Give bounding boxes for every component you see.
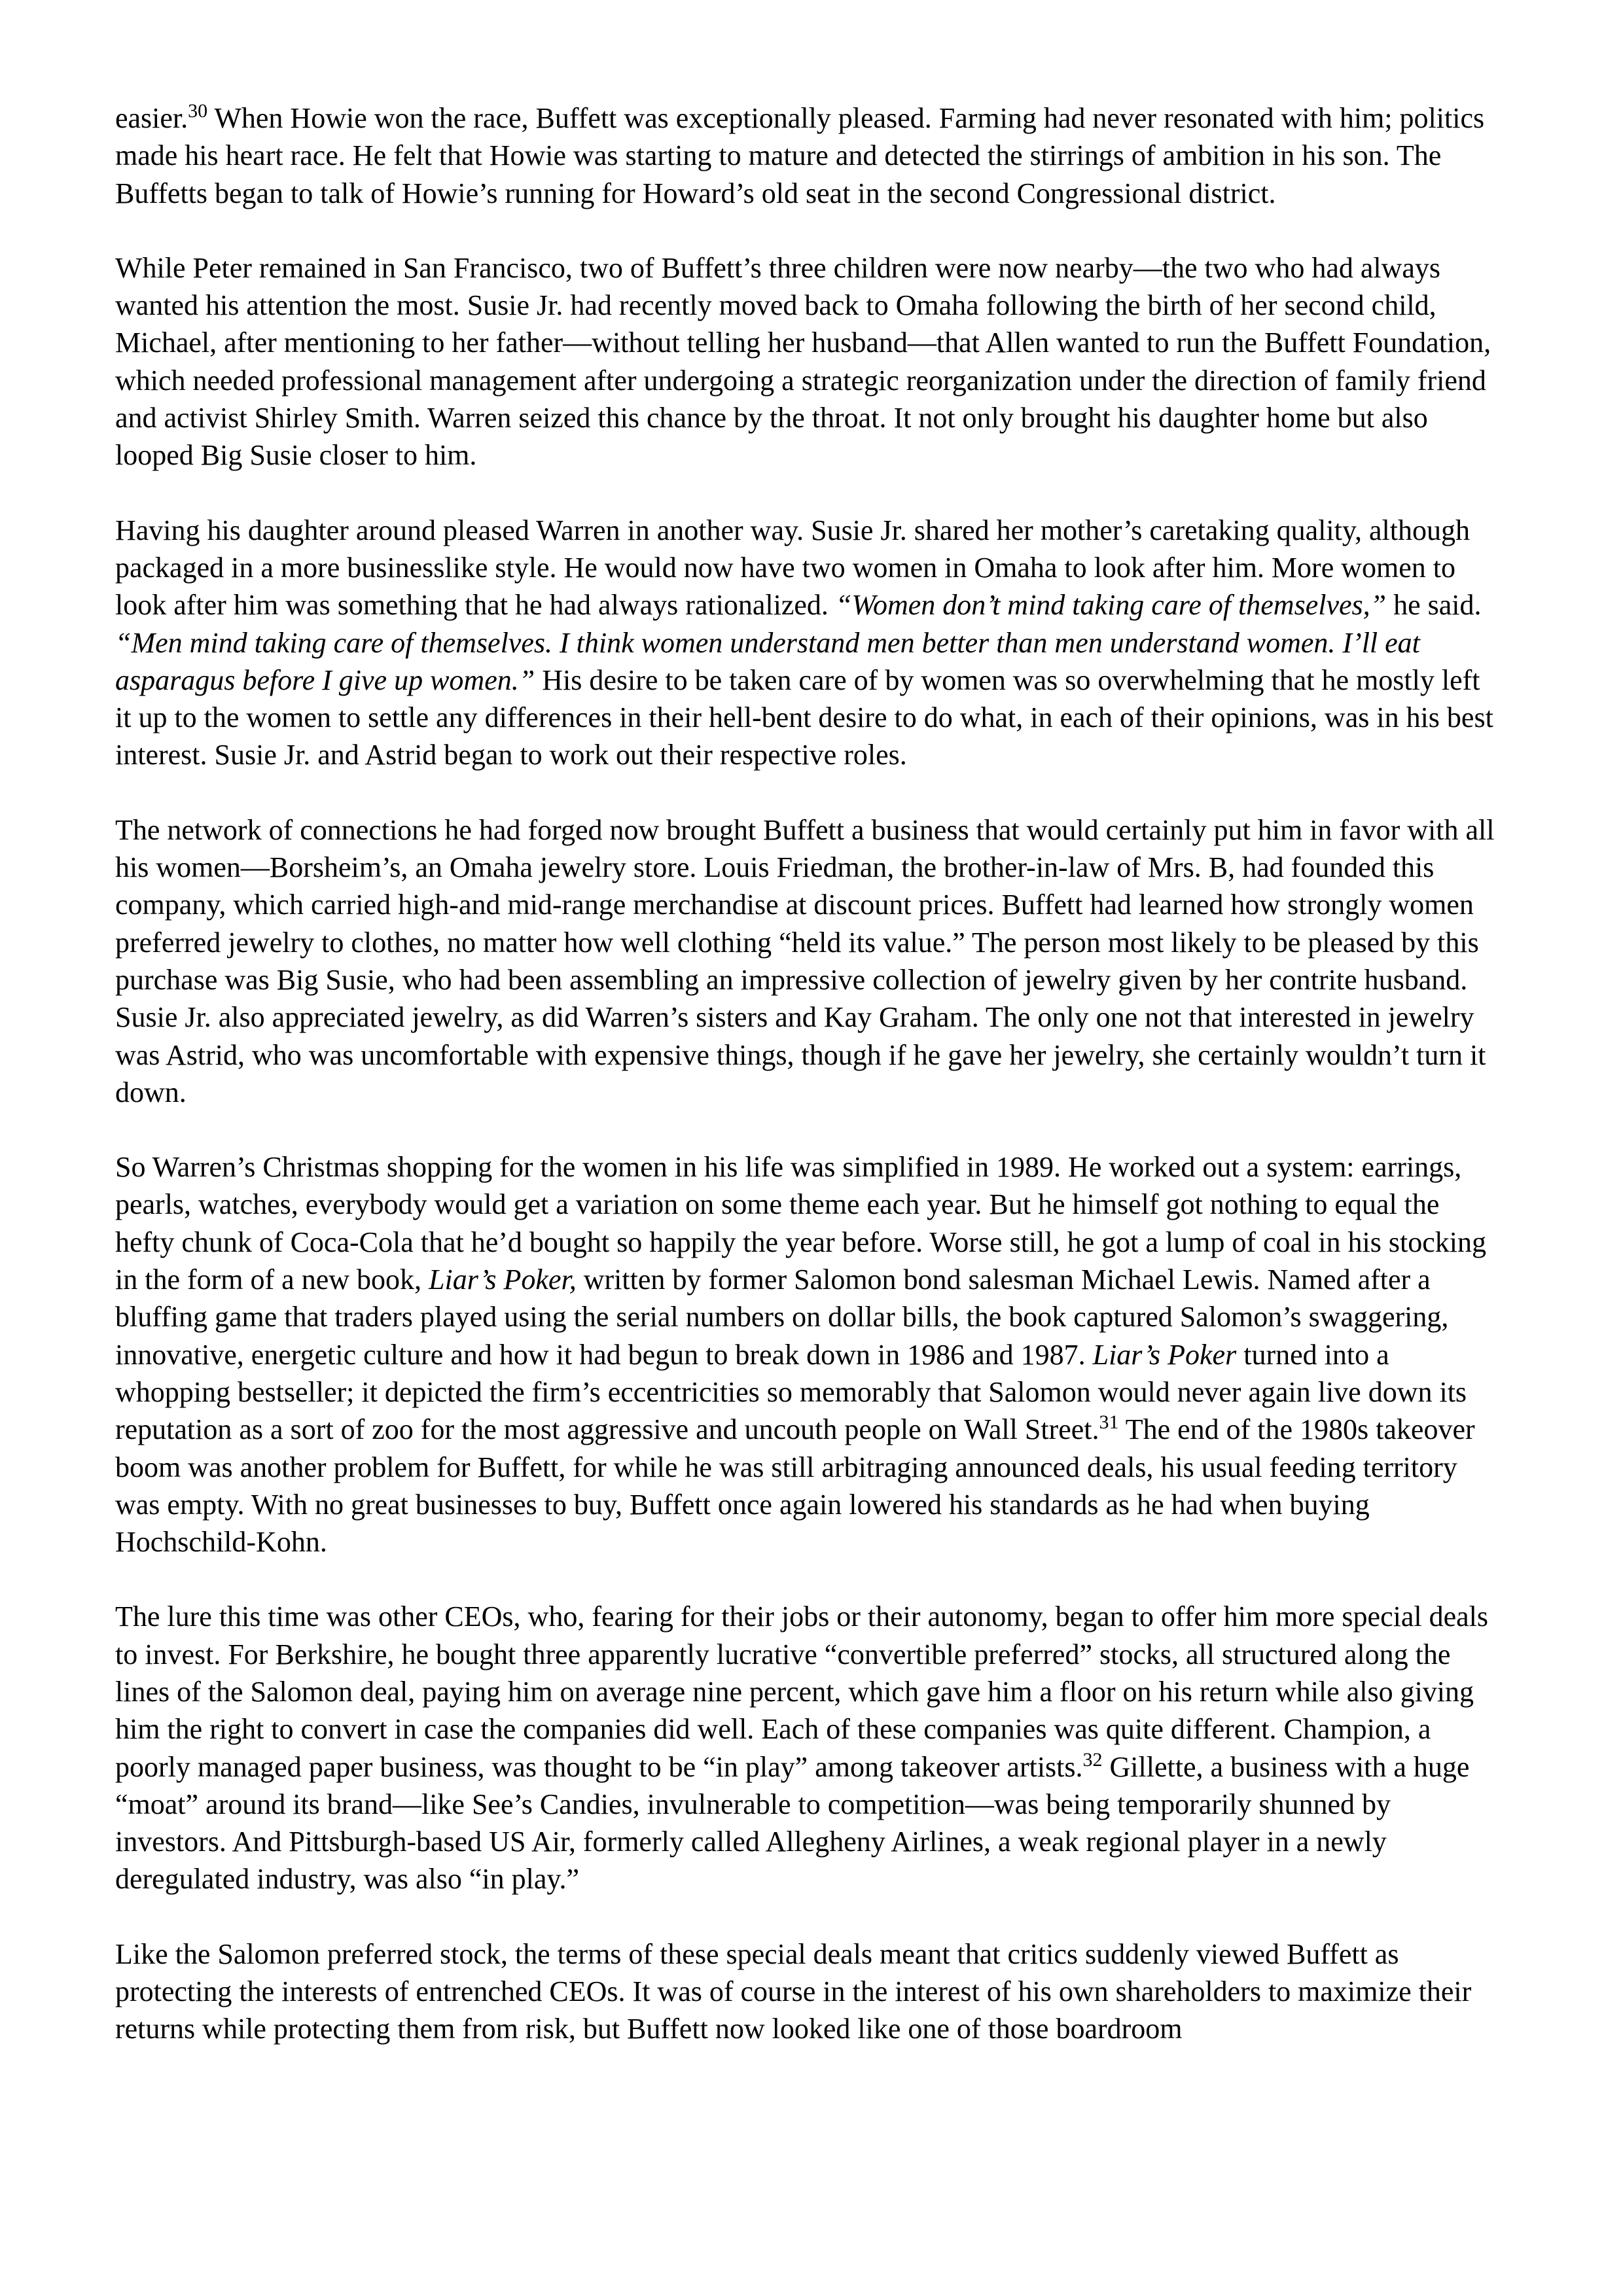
text-run: Like the Salomon preferred stock, the terms of these special deals meant that critics suddenly viewed Buffett as protecting the interests of entrenched CEOs. It was of course in the interest of his own shareholders to maximize their returns while protecting them from risk, but Buffett now looked like one of those boardroom: [115, 1937, 1472, 2045]
paragraph: [115, 811, 1496, 1111]
italic-text: “Women don’t mind taking care of themselves,”: [835, 589, 1387, 622]
paragraph: [115, 1148, 1496, 1561]
italic-text: Liar’s Poker,: [429, 1263, 577, 1296]
text-run: written by former Salomon bond salesman Michael Lewis. Named after a bluffing game that traders played using the serial numbers on dollar bills, the book captured Salomon’s swaggering, innovative, energetic culture and how it had begun to break down in 1986 and 1987.: [115, 1263, 1449, 1371]
text-run: So Warren’s Christmas shopping for the women in his life was simplified in 1989. He worked out a system: earrings, pearls, watches, everybody would get a variation on some theme each year. But he himself got nothing to equal the hefty chunk of Coca-Cola that he’d bought so happily the year before. Worse still, he got a lump of coal in his stocking in the form of a new book,: [115, 1151, 1486, 1296]
text-run: The lure this time was other CEOs, who, fearing for their jobs or their autonomy, began to offer him more special deals to invest. For Berkshire, he bought three apparently lucrative “convertible preferred” stocks, all structured along the lines of the Salomon deal, paying him on average nine percent, which gave him a floor on his return while also giving him the right to convert in case the companies did well. Each of these companies was quite different. Champion, a poorly managed paper business, was thought to be “in play” among takeover artists.: [115, 1600, 1488, 1783]
paragraph: [115, 249, 1496, 474]
footnote-marker: 30: [188, 100, 208, 122]
italic-text: Liar’s Poker: [1092, 1338, 1237, 1371]
paragraph: [115, 99, 1496, 212]
text-run: The network of connections he had forged now brought Buffett a business that would certainly put him in favor with all his women—Borsheim’s, an Omaha jewelry store. Louis Friedman, the brother-in-law of Mrs. B, had founded this company, which carried high-and mid-range merchandise at discount prices. Buffett had learned how strongly women preferred jewelry to clothes, no matter how well clothing “held its value.” The person most likely to be pleased by this purchase was Big Susie, who had been assembling an impressive collection of jewelry given by her contrite husband. Susie Jr. also appreciated jewelry, as did Warren’s sisters and Kay Graham. The only one not that interested in jewelry was Astrid, who was uncomfortable with expensive things, though if he gave her jewelry, she certainly wouldn’t turn it down.: [115, 813, 1495, 1108]
paragraph: [115, 1598, 1496, 1898]
italic-text: “Men mind taking care of themselves. I think women understand men better than men understand women. I’ll eat asparagus before I give up women.”: [115, 626, 1420, 696]
text-run: The end of the 1980s takeover boom was another problem for Buffett, for while he was still arbitraging announced deals, his usual feeding territory was empty. With no great businesses to buy, Buffett once again lowered his standards as he had when buying Hochschild-Kohn.: [115, 1413, 1475, 1559]
text-run: His desire to be taken care of by women was so overwhelming that he mostly left it up to the women to settle any differences in their hell-bent desire to do what, in each of their opinions, was in his best interest. Susie Jr. and Astrid began to work out their respective roles.: [115, 663, 1493, 771]
paragraph: [115, 512, 1496, 774]
text-run: Having his daughter around pleased Warren in another way. Susie Jr. shared her mother’s caretaking quality, although packaged in a more businesslike style. He would now have two women in Omaha to look after him. More women to look after him was something that he had always rationalized.: [115, 514, 1470, 622]
text-run: turned into a whopping bestseller; it depicted the firm’s eccentricities so memorably that Salomon would never again live down its reputation as a sort of zoo for the most aggressive and uncouth people on Wall Street.: [115, 1338, 1467, 1446]
paragraph: [115, 1935, 1496, 2048]
body-text: [115, 99, 1496, 2048]
text-run: While Peter remained in San Francisco, two of Buffett’s three children were now nearby—the two who had always wanted his attention the most. Susie Jr. had recently moved back to Omaha following the birth of her second child, Michael, after mentioning to her father—without telling her husband—that Allen wanted to run the Buffett Foundation, which needed professional management after undergoing a strategic reorganization under the direction of family friend and activist Shirley Smith. Warren seized this chance by the throat. It not only brought his daughter home but also looped Big Susie closer to him.: [115, 251, 1491, 472]
text-run: Gillette, a business with a huge “moat” around its brand—like See’s Candies, invulnerable to competition—was being temporarily shunned by investors. And Pittsburgh-based US Air, formerly called Allegheny Airlines, a weak regional player in a newly deregulated industry, was also “in play.”: [115, 1750, 1470, 1896]
text-run: easier.: [115, 102, 188, 134]
text-run: When Howie won the race, Buffett was exceptionally pleased. Farming had never resonated with him; politics made his heart race. He felt that Howie was starting to mature and detected the stirrings of ambition in his son. The Buffetts began to talk of Howie’s running for Howard’s old seat in the second Congressional district.: [115, 102, 1485, 209]
footnote-marker: 31: [1099, 1411, 1119, 1434]
footnote-marker: 32: [1082, 1748, 1103, 1771]
text-run: he said.: [1386, 589, 1482, 622]
